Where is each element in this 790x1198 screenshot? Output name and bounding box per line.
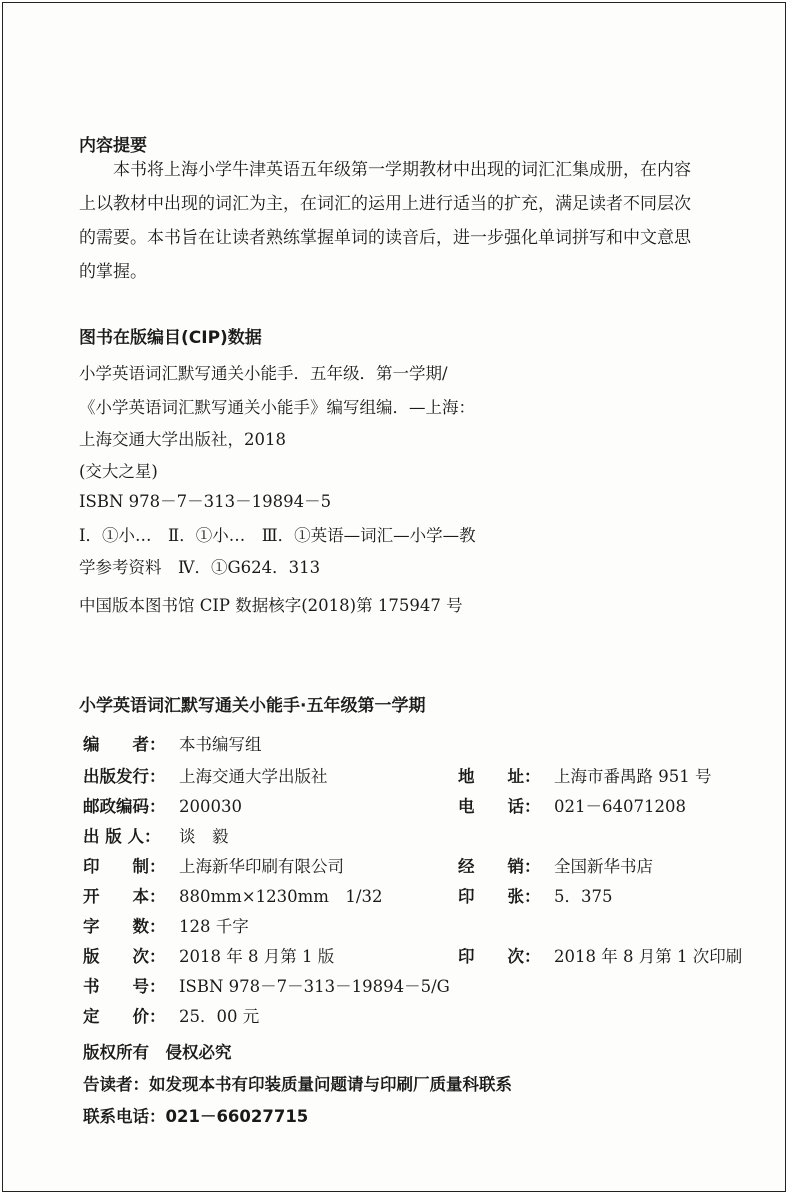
cip-line: 上海交通大学出版社，2018 — [79, 430, 286, 449]
summary-body — [79, 153, 769, 289]
imprint-row-edition — [83, 943, 334, 967]
imprint-row-words — [83, 913, 249, 937]
phone-label: 电 话： — [458, 797, 541, 816]
imprint-row-postcode — [83, 793, 242, 817]
impression-value: 2018 年 8 月第 1 次印刷 — [554, 947, 743, 966]
postcode-label: 邮政编码： — [83, 797, 166, 816]
price-value: 25．00 元 — [179, 1007, 260, 1026]
edition-label: 版 次： — [83, 947, 166, 966]
book-title: 小学英语词汇默写通关小能手·五年级第一学期 — [79, 696, 426, 716]
cip-line: 《小学英语词汇默写通关小能手》编写组编．—上海： — [79, 398, 475, 417]
summary-line: 的掌握。 — [79, 262, 147, 282]
imprint-row-impression — [458, 943, 742, 967]
cip-line: (交大之星) — [79, 462, 158, 481]
sheets-value: 5．375 — [554, 887, 613, 906]
copyright-rights: 版权所有 侵权必究 — [83, 1043, 232, 1062]
imprint-row-issuer — [83, 823, 229, 847]
imprint-row-isbn — [83, 973, 450, 997]
format-value: 880mm×1230mm 1/32 — [179, 887, 383, 906]
issuer-value: 谈 毅 — [179, 827, 229, 846]
words-value: 128 千字 — [179, 917, 249, 936]
address-value: 上海市番禺路 951 号 — [554, 767, 712, 786]
imprint-row-printer — [83, 853, 344, 877]
summary-line: 的需要。本书旨在让读者熟练掌握单词的读音后，进一步强化单词拼写和中文意思 — [79, 228, 691, 248]
isbn-label: 书 号： — [83, 977, 166, 996]
summary-line: 上以教材中出现的词汇为主，在词汇的运用上进行适当的扩充，满足读者不同层次 — [79, 194, 691, 214]
address-label: 地 址： — [458, 767, 541, 786]
phone-value: 021－64071208 — [554, 797, 686, 816]
contact-phone: 联系电话：021－66027715 — [83, 1107, 309, 1126]
distributor-value: 全国新华书店 — [554, 857, 653, 876]
imprint-row-sheets — [458, 883, 613, 907]
summary-line: 本书将上海小学牛津英语五年级第一学期教材中出现的词汇汇集成册，在内容 — [113, 160, 691, 180]
imprint-row-publisher — [83, 763, 328, 787]
imprint-row-price — [83, 1003, 259, 1027]
summary-heading: 内容提要 — [79, 136, 147, 156]
imprint-row-format — [83, 883, 382, 907]
cip-classification-cont: 学参考资料 Ⅳ．①G624．313 — [79, 558, 321, 577]
price-label: 定 价： — [83, 1007, 166, 1026]
reader-notice: 告读者：如发现本书有印装质量问题请与印刷厂质量科联系 — [83, 1075, 512, 1094]
issuer-label: 出 版 人： — [83, 827, 161, 846]
isbn-value: ISBN 978－7－313－19894－5/G — [179, 977, 450, 996]
cip-isbn: ISBN 978－7－313－19894－5 — [79, 492, 332, 511]
editor-label: 编 者： — [83, 735, 166, 754]
distributor-label: 经 销： — [458, 857, 541, 876]
imprint-row-address — [458, 763, 711, 787]
words-label: 字 数： — [83, 917, 166, 936]
cip-classification: Ⅰ．①小… Ⅱ．①小… Ⅲ．①英语—词汇—小学—教 — [79, 526, 476, 545]
edition-value: 2018 年 8 月第 1 版 — [179, 947, 335, 966]
format-label: 开 本： — [83, 887, 166, 906]
cip-record-number: 中国版本图书馆 CIP 数据核字(2018)第 175947 号 — [79, 596, 463, 615]
editor-value: 本书编写组 — [179, 735, 262, 754]
postcode-value: 200030 — [179, 797, 242, 816]
imprint-row-editor — [83, 731, 262, 755]
cip-line: 小学英语词汇默写通关小能手．五年级．第一学期/ — [79, 364, 448, 383]
publisher-value: 上海交通大学出版社 — [179, 767, 328, 786]
impression-label: 印 次： — [458, 947, 541, 966]
copyright-page — [2, 2, 786, 1192]
printer-label: 印 制： — [83, 857, 166, 876]
publisher-label: 出版发行： — [83, 767, 166, 786]
imprint-row-phone — [458, 793, 686, 817]
cip-heading: 图书在版编目(CIP)数据 — [79, 328, 262, 348]
sheets-label: 印 张： — [458, 887, 541, 906]
printer-value: 上海新华印刷有限公司 — [179, 857, 344, 876]
imprint-row-distributor — [458, 853, 653, 877]
